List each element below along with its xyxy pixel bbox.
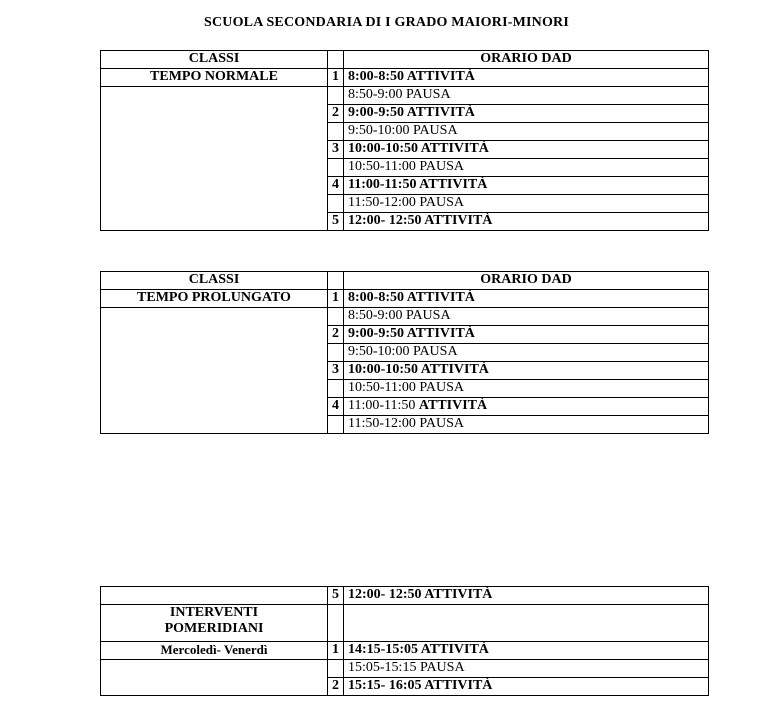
slot-number [328,660,344,678]
slot-number: 4 [328,177,344,195]
table-row [101,642,709,660]
header-classi: CLASSI [101,51,328,69]
slot-time: 9:50-10:00 PAUSA [344,344,709,362]
slot-time: 15:15- 16:05 ATTIVITÀ [344,678,709,696]
slot-time [344,398,709,416]
slot-time [344,605,709,642]
schedule-table-tempo-prolungato [100,271,709,434]
slot-number: 5 [328,587,344,605]
header-number [328,272,344,290]
slot-time: 9:00-9:50 ATTIVITÀ [344,326,709,344]
table-row [101,87,709,105]
slot-time: 11:50-12:00 PAUSA [344,416,709,434]
slot-time: 10:00-10:50 ATTIVITÀ [344,362,709,380]
header-orario-dad: ORARIO DAD [344,51,709,69]
slot-number [328,195,344,213]
table-row [101,290,709,308]
slot-number [328,344,344,362]
slot-time: 10:50-11:00 PAUSA [344,159,709,177]
slot-time: 10:50-11:00 PAUSA [344,380,709,398]
document-title: SCUOLA SECONDARIA DI I GRADO MAIORI-MINORI [203,15,570,30]
table-header-row [101,272,709,290]
slot-number: 3 [328,362,344,380]
table-row [101,660,709,678]
group-label: TEMPO PROLUNGATO [101,290,328,308]
slot-number [328,123,344,141]
schedule-table-continuation [100,586,709,696]
slot-number: 1 [328,290,344,308]
group-label: TEMPO NORMALE [101,69,328,87]
slot-number: 1 [328,69,344,87]
table-row [101,587,709,605]
slot-time: 9:50-10:00 PAUSA [344,123,709,141]
group-cell-empty [101,308,328,434]
slot-time: 11:00-11:50 ATTIVITÀ [344,177,709,195]
slot-time: 11:50-12:00 PAUSA [344,195,709,213]
slot-number [328,416,344,434]
interventi-line-2: POMERIDIANI [164,621,264,636]
days-label: Mercoledì- Venerdì [101,642,328,660]
slot-number: 2 [328,105,344,123]
slot-time: 8:50-9:00 PAUSA [344,87,709,105]
slot-activity-label: ATTIVITÀ [418,398,488,413]
slot-number [328,605,344,642]
slot-number: 2 [328,326,344,344]
slot-number [328,308,344,326]
table-row [101,308,709,326]
schedule-table-tempo-normale [100,50,709,231]
slot-time: 8:50-9:00 PAUSA [344,308,709,326]
slot-time: 9:00-9:50 ATTIVITÀ [344,105,709,123]
header-number [328,51,344,69]
slot-number [328,159,344,177]
group-cell-empty [101,660,328,696]
slot-time: 15:05-15:15 PAUSA [344,660,709,678]
header-orario-dad: ORARIO DAD [344,272,709,290]
slot-time: 8:00-8:50 ATTIVITÀ [344,290,709,308]
table-row [101,605,709,642]
table-header-row [101,51,709,69]
slot-number: 5 [328,213,344,231]
interventi-line-1: INTERVENTI [169,605,259,620]
slot-time: 12:00- 12:50 ATTIVITÀ [344,587,709,605]
group-cell-empty [101,87,328,231]
slot-time: 8:00-8:50 ATTIVITÀ [344,69,709,87]
slot-number: 1 [328,642,344,660]
slot-time: 14:15-15:05 ATTIVITÀ [344,642,709,660]
slot-time: 12:00- 12:50 ATTIVITÀ [344,213,709,231]
table-row [101,69,709,87]
interventi-pomeridiani-label [101,605,328,642]
slot-time-range: 11:00-11:50 [348,398,419,413]
group-cell-empty [101,587,328,605]
header-classi: CLASSI [101,272,328,290]
slot-number: 4 [328,398,344,416]
slot-time: 10:00-10:50 ATTIVITÀ [344,141,709,159]
slot-number: 3 [328,141,344,159]
slot-number [328,380,344,398]
slot-number [328,87,344,105]
slot-number: 2 [328,678,344,696]
